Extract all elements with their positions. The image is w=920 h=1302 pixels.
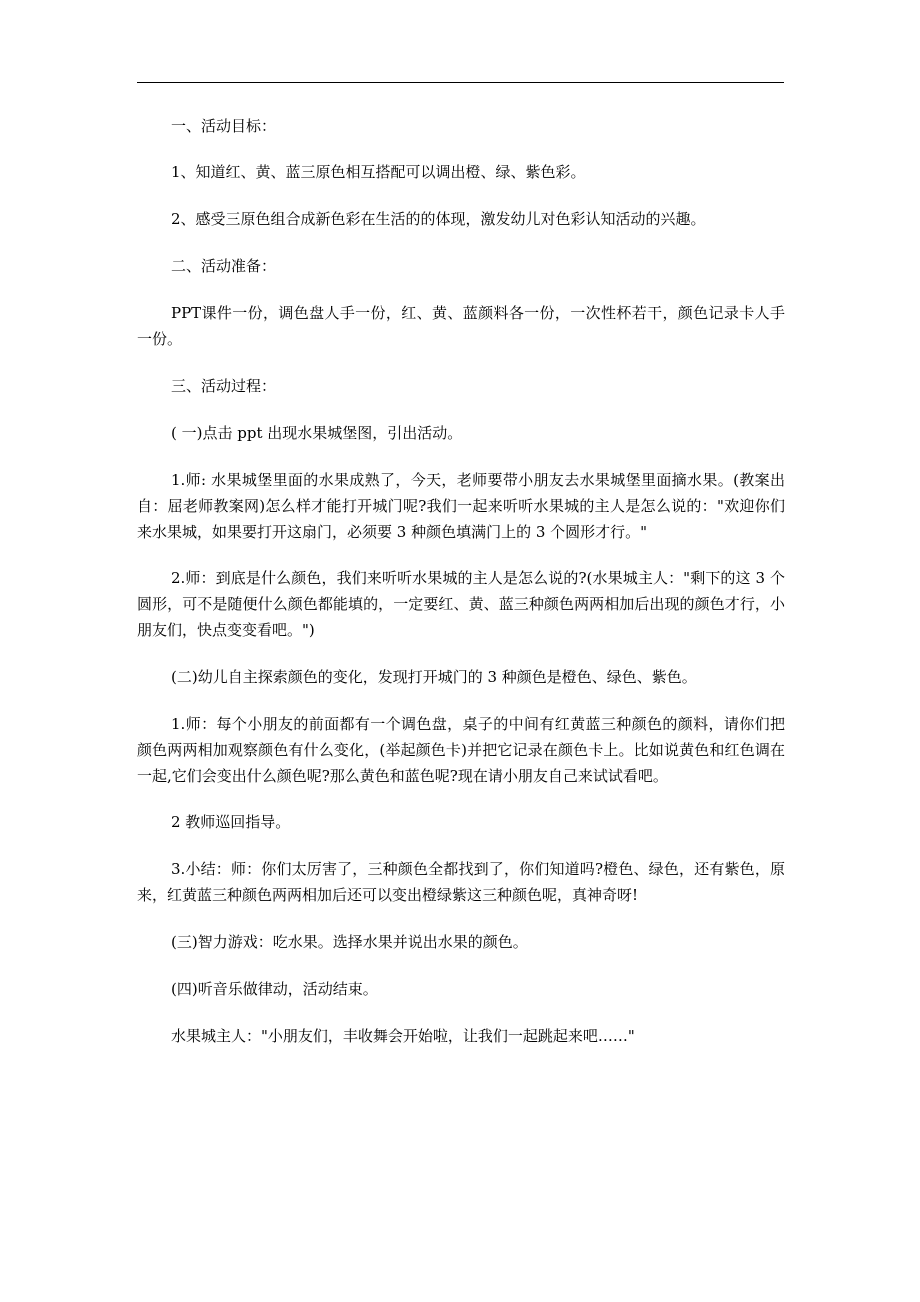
paragraph-step-2-2: 2 教师巡回指导。: [171, 813, 291, 831]
header-rule: [137, 82, 784, 83]
section-heading-preparation: 二、活动准备：: [171, 257, 277, 275]
paragraph-preparation: PPT课件一份，调色盘人手一份，红、黄、蓝颜料各一份，一次性杯若干，颜色记录卡人手一份。: [137, 304, 785, 348]
paragraph-step-1-1: 1.师: 水果城堡里面的水果成熟了，今天，老师要带小朋友去水果城堡里面摘水果。(教案出自：屈老师教案网)怎么样才能打开城门呢?我们一起来听听水果城的主人是怎么说的："欢迎你们来水果城，如果要打开这扇门，必须要 3 种颜色填满门上的 3 个圆形才行。": [137, 471, 785, 541]
paragraph-step-1-2: 2.师：到底是什么颜色，我们来听听水果城的主人是怎么说的?(水果城主人："剩下的这 3 个圆形，可不是随便什么颜色都能填的，一定要红、黄、蓝三种颜色两两相加后出现的颜色才行，小朋友们，快点变变看吧。"): [137, 569, 785, 639]
paragraph-step-1: ( 一)点击 ppt 出现水果城堡图，引出活动。: [171, 424, 463, 442]
section-heading-process: 三、活动过程：: [171, 377, 277, 395]
paragraph-step-2: (二)幼儿自主探索颜色的变化，发现打开城门的 3 种颜色是橙色、绿色、紫色。: [171, 668, 697, 686]
paragraph-closing-quote: 水果城主人："小朋友们，丰收舞会开始啦，让我们一起跳起来吧……": [171, 1027, 635, 1045]
paragraph-step-2-1: 1.师：每个小朋友的前面都有一个调色盘，桌子的中间有红黄蓝三种颜色的颜料，请你们把颜色两两相加观察颜色有什么变化，(举起颜色卡)并把它记录在颜色卡上。比如说黄色和红色调在一起,它们会变出什么颜色呢?那么黄色和蓝色呢?现在请小朋友自己来试试看吧。: [137, 715, 785, 785]
paragraph-step-2-3: 3.小结：师：你们太厉害了，三种颜色全都找到了，你们知道吗?橙色、绿色，还有紫色，原来，红黄蓝三种颜色两两相加后还可以变出橙绿紫这三种颜色呢，真神奇呀!: [137, 860, 785, 904]
paragraph-step-4: (四)听音乐做律动，活动结束。: [171, 980, 378, 998]
paragraph-goal-1: 1、知道红、黄、蓝三原色相互搭配可以调出橙、绿、紫色彩。: [171, 163, 586, 181]
paragraph-step-3: (三)智力游戏：吃水果。选择水果并说出水果的颜色。: [171, 933, 528, 951]
section-heading-goals: 一、活动目标：: [171, 117, 277, 135]
paragraph-goal-2: 2、感受三原色组合成新色彩在生活的的体现，激发幼儿对色彩认知活动的兴趣。: [171, 210, 706, 228]
